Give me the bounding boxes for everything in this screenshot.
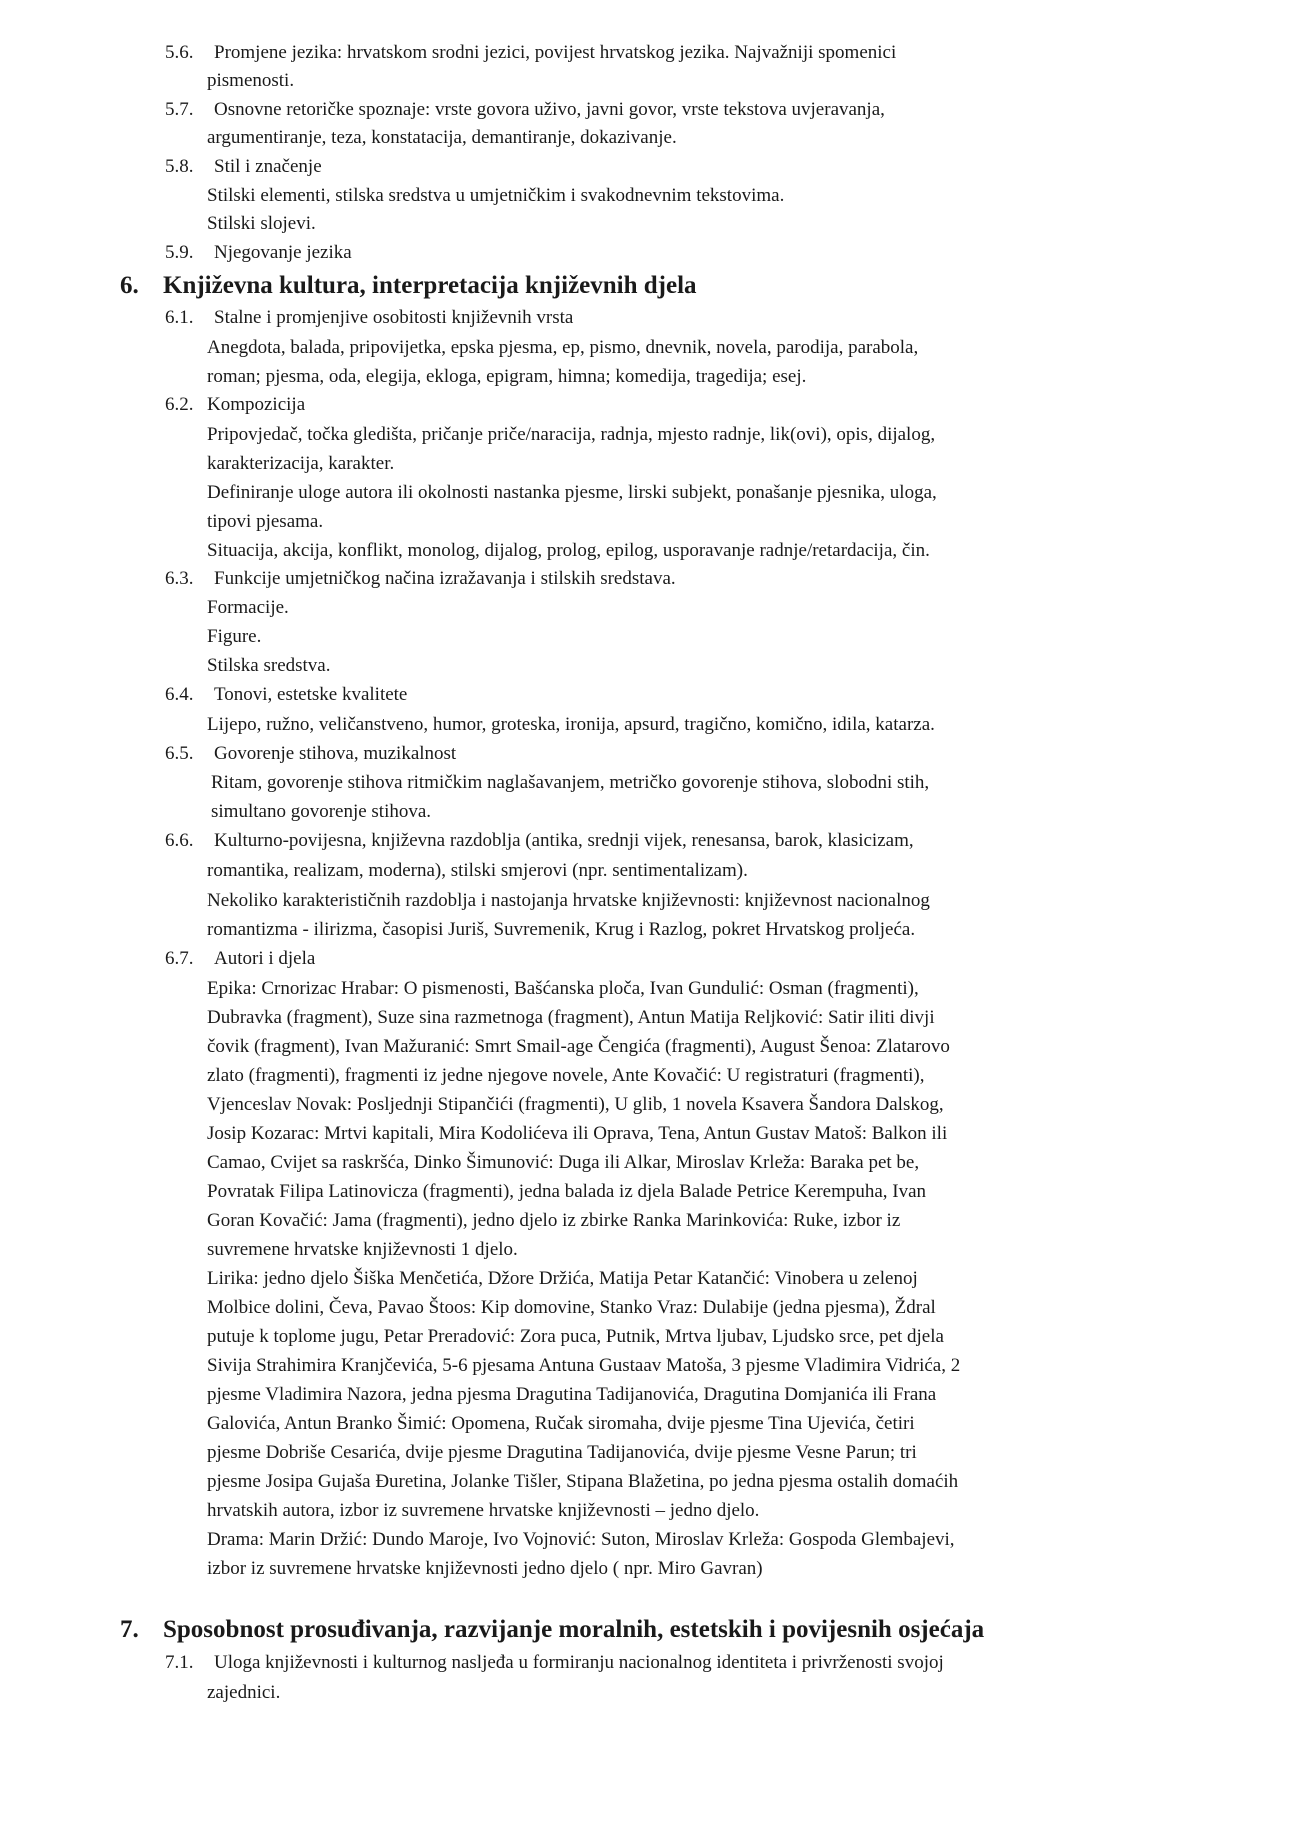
item-text: hrvatskih autora, izbor iz suvremene hrvatske književnosti – jedno djelo.: [207, 1500, 760, 1521]
item-text: Galovića, Antun Branko Šimić: Opomena, Ručak siromaha, dvije pjesme Tina Ujevića, četiri: [207, 1413, 915, 1434]
item-title: Njegovanje jezika: [214, 242, 352, 263]
item-text: Kulturno-povijesna, književna razdoblja (antika, srednji vijek, renesansa, barok, klasicizam,: [214, 830, 914, 851]
item-title: Stil i značenje: [214, 156, 322, 177]
item-number: 5.7.: [165, 99, 194, 120]
item-text: zlato (fragmenti), fragmenti iz jedne njegove novele, Ante Kovačić: U registraturi (fragmenti),: [207, 1065, 925, 1086]
item-title: Govorenje stihova, muzikalnost: [214, 743, 457, 764]
item-number: 6.2.: [165, 394, 194, 415]
item-text: Stilski elementi, stilska sredstva u umjetničkim i svakodnevnim tekstovima.: [207, 185, 785, 206]
item-number: 5.8.: [165, 156, 194, 177]
item-text: Osnovne retoričke spoznaje: vrste govora uživo, javni govor, vrste tekstova uvjeravanja,: [214, 99, 885, 120]
item-title: Autori i djela: [214, 948, 316, 969]
item-text: romantizma - ilirizma, časopisi Juriš, Suvremenik, Krug i Razlog, pokret Hrvatskog proljeća.: [207, 919, 916, 940]
item-number: 6.4.: [165, 684, 194, 705]
item-text: pjesme Vladimira Nazora, jedna pjesma Dragutina Tadijanovića, Dragutina Domjanića ili Frana: [207, 1384, 937, 1405]
item-text: Formacije.: [207, 597, 289, 618]
item-number: 6.7.: [165, 948, 194, 969]
item-text: karakterizacija, karakter.: [207, 453, 395, 474]
item-text: čovik (fragment), Ivan Mažuranić: Smrt Smail-age Čengića (fragmenti), August Šenoa: Zlatarovo: [207, 1036, 950, 1057]
item-text: Stilski slojevi.: [207, 213, 316, 234]
item-text: Nekoliko karakterističnih razdoblja i nastojanja hrvatske književnosti: književnost nacionalnog: [207, 890, 930, 911]
item-text: simultano govorenje stihova.: [211, 801, 432, 822]
item-text: Situacija, akcija, konflikt, monolog, dijalog, prolog, epilog, usporavanje radnje/retardacija, čin.: [207, 540, 930, 561]
item-text: Povratak Filipa Latinovicza (fragmenti), jedna balada iz djela Balade Petrice Kerempuha, Ivan: [207, 1181, 927, 1202]
item-text: Uloga književnosti i kulturnog nasljeđa u formiranju nacionalnog identiteta i privrženosti svojoj: [214, 1652, 944, 1673]
item-text: Josip Kozarac: Mrtvi kapitali, Mira Kodolićeva ili Oprava, Tena, Antun Gustav Matoš: Balkon ili: [207, 1123, 948, 1144]
section-heading: Književna kultura, interpretacija književnih djela: [163, 272, 697, 299]
item-text: pismenosti.: [207, 70, 295, 91]
item-text: Pripovjedač, točka gledišta, pričanje priče/naracija, radnja, mjesto radnje, lik(ovi), opis, dijalog,: [207, 424, 936, 445]
item-text: putuje k toplome jugu, Petar Preradović: Zora puca, Putnik, Mrtva ljubav, Ljudsko srce, pet djela: [207, 1326, 944, 1347]
section-heading: Sposobnost prosuđivanja, razvijanje moralnih, estetskih i povijesnih osjećaja: [163, 1616, 985, 1643]
item-text: pjesme Dobriše Cesarića, dvije pjesme Dragutina Tadijanovića, dvije pjesme Vesne Parun; tri: [207, 1442, 917, 1463]
item-number: 6.5.: [165, 743, 194, 764]
item-text: Promjene jezika: hrvatskom srodni jezici, povijest hrvatskog jezika. Najvažniji spomenici: [214, 42, 897, 63]
item-number: 6.6.: [165, 830, 194, 851]
item-text: Stilska sredstva.: [207, 655, 331, 676]
item-text: Epika: Crnorizac Hrabar: O pismenosti, Bašćanska ploča, Ivan Gundulić: Osman (fragmenti),: [207, 978, 919, 999]
section-number: 7.: [120, 1616, 139, 1643]
item-title: Tonovi, estetske kvalitete: [214, 684, 408, 705]
item-number: 7.1.: [165, 1652, 194, 1673]
item-text: Drama: Marin Držić: Dundo Maroje, Ivo Vojnović: Suton, Miroslav Krleža: Gospoda Glembajevi,: [207, 1529, 955, 1550]
item-text: Anegdota, balada, pripovijetka, epska pjesma, ep, pismo, dnevnik, novela, parodija, parabola,: [207, 337, 919, 358]
item-text: Sivija Strahimira Kranjčevića, 5-6 pjesama Antuna Gustaav Matoša, 3 pjesme Vladimira Vidrića, 2: [207, 1355, 961, 1376]
item-text: Ritam, govorenje stihova ritmičkim naglašavanjem, metričko govorenje stihova, slobodni stih,: [211, 772, 930, 793]
item-text: pjesme Josipa Gujaša Đuretina, Jolanke Tišler, Stipana Blažetina, po jedna pjesma ostalih domaćih: [207, 1471, 959, 1492]
item-text: tipovi pjesama.: [207, 511, 324, 532]
section-number: 6.: [120, 272, 139, 299]
item-text: Dubravka (fragment), Suze sina razmetnoga (fragment), Antun Matija Reljković: Satir iliti divji: [207, 1007, 935, 1028]
item-text: Camao, Cvijet sa raskršća, Dinko Šimunović: Duga ili Alkar, Miroslav Krleža: Baraka pet be,: [207, 1152, 920, 1173]
item-text: roman; pjesma, oda, elegija, ekloga, epigram, himna; komedija, tragedija; esej.: [207, 366, 807, 387]
item-text: Molbice dolini, Čeva, Pavao Štoos: Kip domovine, Stanko Vraz: Dulabije (jedna pjesma), Ždral: [207, 1297, 936, 1318]
item-number: 6.1.: [165, 307, 194, 328]
item-title: Stalne i promjenjive osobitosti književnih vrsta: [214, 307, 574, 328]
item-text: Vjenceslav Novak: Posljednji Stipančići (fragmenti), U glib, 1 novela Ksavera Šandora Dalskog,: [207, 1094, 944, 1115]
item-text: izbor iz suvremene hrvatske književnosti jedno djelo ( npr. Miro Gavran): [207, 1558, 763, 1579]
item-number: 5.9.: [165, 242, 194, 263]
item-text: Figure.: [207, 626, 262, 647]
item-number: 6.3.: [165, 568, 194, 589]
item-text: Lijepo, ružno, veličanstveno, humor, groteska, ironija, apsurd, tragično, komično, idila, katarza.: [207, 714, 935, 735]
item-title: Funkcije umjetničkog načina izražavanja i stilskih sredstava.: [214, 568, 676, 589]
item-number: 5.6.: [165, 42, 194, 63]
item-text: argumentiranje, teza, konstatacija, demantiranje, dokazivanje.: [207, 127, 677, 148]
item-text: Definiranje uloge autora ili okolnosti nastanka pjesme, lirski subjekt, ponašanje pjesnika, uloga,: [207, 482, 937, 503]
item-title: Kompozicija: [207, 394, 306, 415]
item-text: suvremene hrvatske književnosti 1 djelo.: [207, 1239, 518, 1260]
item-text: romantika, realizam, moderna), stilski smjerovi (npr. sentimentalizam).: [207, 860, 748, 881]
item-text: Goran Kovačić: Jama (fragmenti), jedno djelo iz zbirke Ranka Marinkovića: Ruke, izbor iz: [207, 1210, 901, 1231]
item-text: zajednici.: [207, 1682, 281, 1703]
item-text: Lirika: jedno djelo Šiška Menčetića, Džore Držića, Matija Petar Katančić: Vinobera u zelenoj: [207, 1268, 918, 1289]
